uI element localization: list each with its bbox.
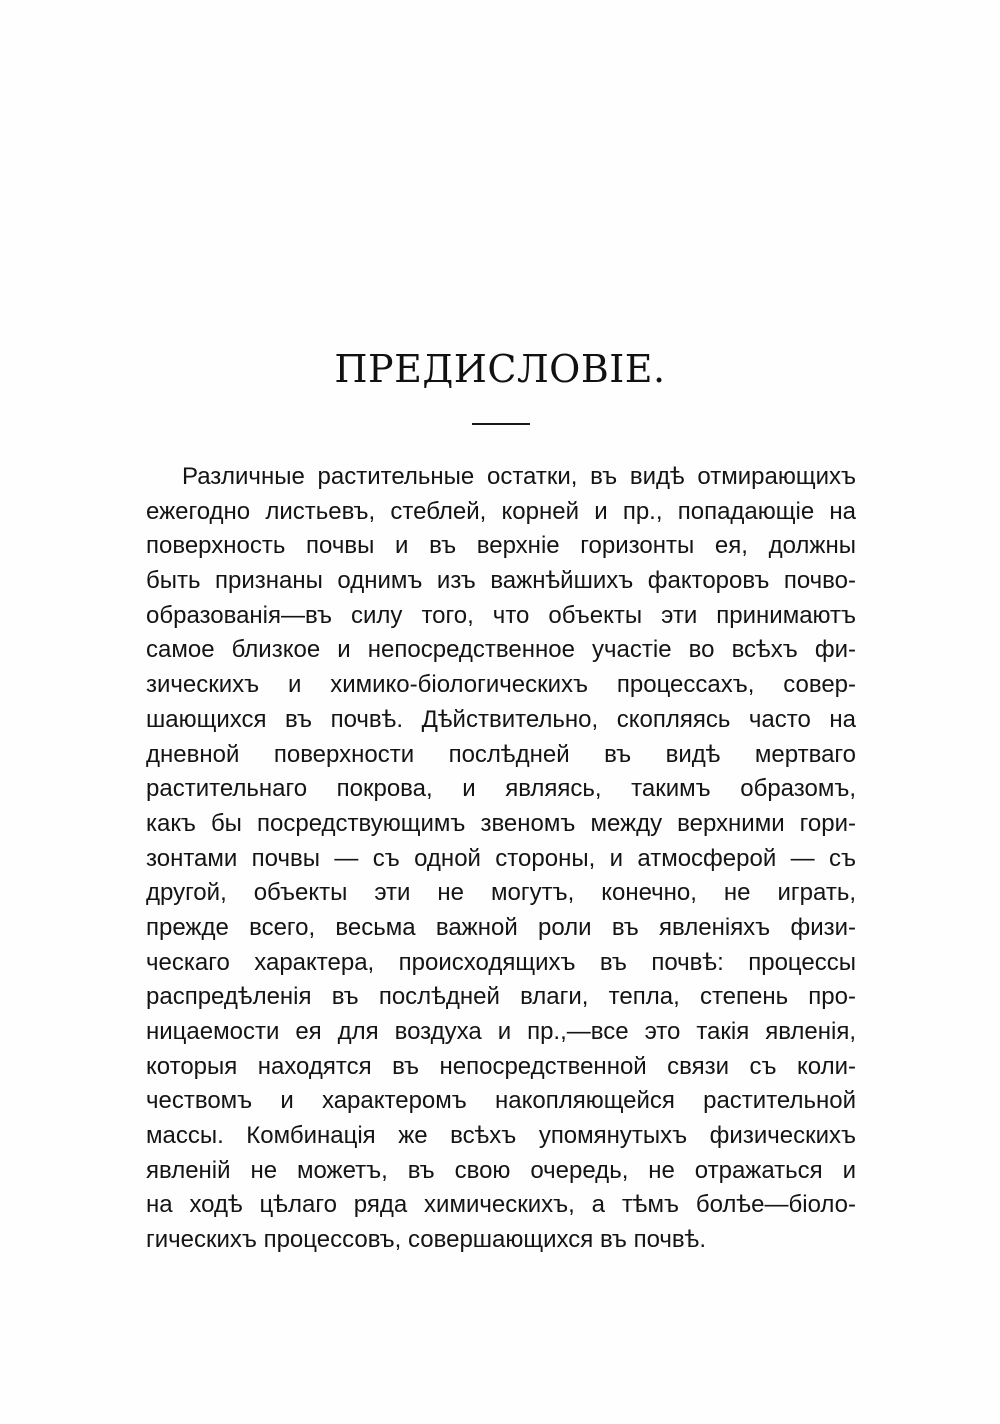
text-line: быть признаны однимъ изъ важнѣйшихъ факторовъ почво-: [146, 567, 856, 595]
text-line: какъ бы посредствующимъ звеномъ между верхними гори-: [146, 809, 856, 837]
text-line: зонтами почвы — съ одной стороны, и атмосферой — съ: [146, 844, 856, 872]
text-line: которыя находятся въ непосредственной связи съ коли-: [146, 1052, 856, 1080]
text-line: ческаго характера, происходящихъ въ почвѣ: процессы: [146, 948, 856, 976]
text-line: массы. Комбинація же всѣхъ упомянутыхъ физическихъ: [146, 1122, 856, 1150]
text-line: растительнаго покрова, и являясь, такимъ образомъ,: [146, 775, 856, 803]
text-line: распредѣленія въ послѣдней влаги, тепла, степень про-: [146, 983, 856, 1011]
text-line: ницаемости ея для воздуха и пр.,—все это такія явленія,: [146, 1018, 856, 1045]
text-line: гическихъ процессовъ, совершающихся въ почвѣ.: [146, 1226, 707, 1254]
text-line: дневной поверхности послѣдней въ видѣ мертваго: [146, 740, 856, 768]
text-line: на ходѣ цѣлаго ряда химическихъ, а тѣмъ болѣе—біоло-: [146, 1191, 856, 1219]
text-line: самое близкое и непосредственное участіе во всѣхъ фи-: [146, 636, 856, 664]
text-line: Различные растительные остатки, въ видѣ отмирающихъ: [182, 463, 856, 490]
text-line: шающихся въ почвѣ. Дѣйствительно, скопляясь часто на: [146, 705, 856, 733]
text-line: прежде всего, весьма важной роли въ явленіяхъ физи-: [146, 913, 856, 941]
text-line: образованія—въ силу того, что объекты эти принимаютъ: [146, 601, 856, 629]
page-title: ПРЕДИСЛОВІЕ.: [334, 347, 666, 391]
title-divider: [472, 423, 530, 425]
text-line: ежегодно листьевъ, стеблей, корней и пр., попадающіе на: [146, 497, 856, 525]
text-line: другой, объекты эти не могутъ, конечно, не играть,: [146, 879, 856, 907]
text-line: явленій не можетъ, въ свою очередь, не отражаться и: [146, 1156, 856, 1184]
text-line: зическихъ и химико-біологическихъ процессахъ, совер-: [146, 671, 856, 699]
text-line: поверхность почвы и въ верхніе горизонты ея, должны: [146, 532, 856, 560]
preface-paragraph: [146, 460, 856, 1258]
text-line: чествомъ и характеромъ накопляющейся растительной: [146, 1087, 856, 1115]
